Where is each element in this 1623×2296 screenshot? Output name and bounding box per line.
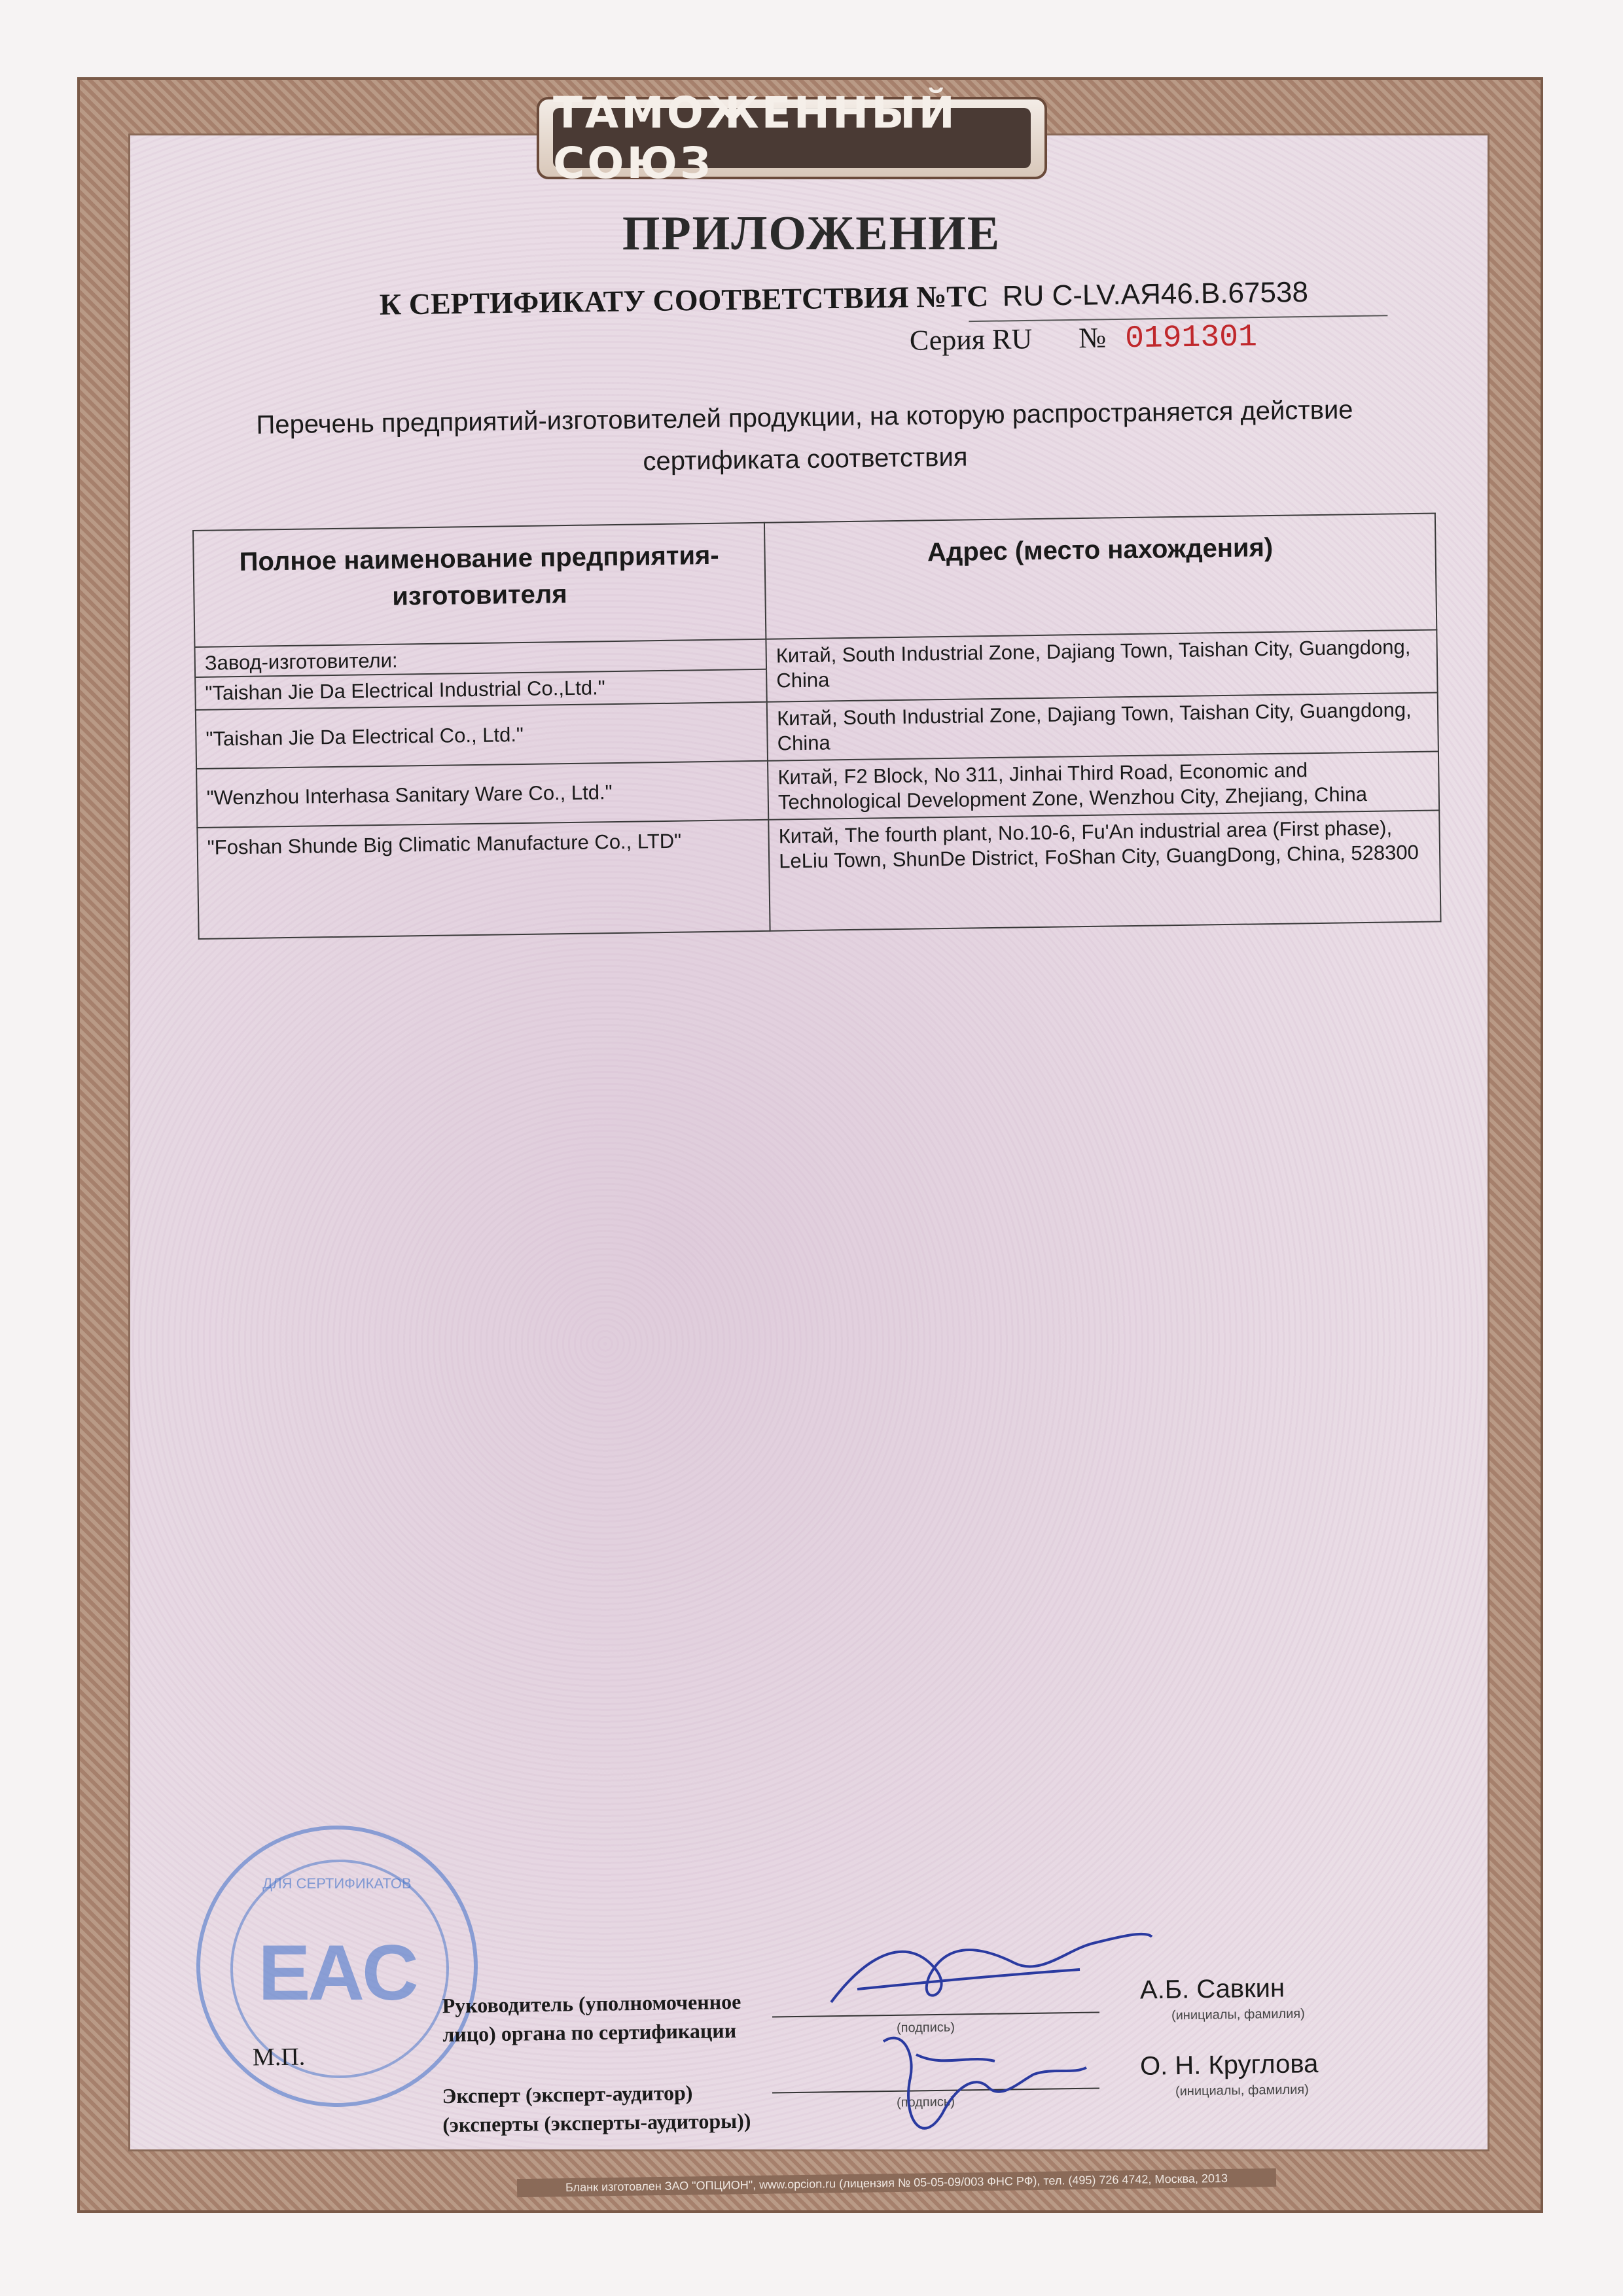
head-name: А.Б. Савкин <box>1139 1973 1285 2005</box>
col-header-name-line-2: изготовителя <box>392 580 567 611</box>
expert-role-line-1: Эксперт (эксперт-аудитор) <box>442 2080 693 2108</box>
certification-stamp <box>196 1826 478 2107</box>
intro-line-1: Перечень предприятий-изготовителей продукции, на которую распространяется действие <box>256 395 1353 440</box>
eac-mark: EAC <box>258 1929 416 2017</box>
serial-label: № <box>1078 321 1107 355</box>
banner-text: ТАМОЖЕННЫЙ СОЮЗ <box>553 108 1031 168</box>
page-title: ПРИЛОЖЕНИЕ <box>622 207 1001 260</box>
head-role <box>442 1987 741 2049</box>
table-row <box>197 810 1440 938</box>
col-header-name-line-1: Полное наименование предприятия- <box>239 540 719 577</box>
series-label: Серия <box>909 323 986 357</box>
cert-prefix: №ТС <box>916 279 989 314</box>
expert-role-line-2: (эксперты (эксперты-аудиторы)) <box>442 2108 751 2137</box>
cert-number: RU C-LV.АЯ46.В.67538 <box>1002 275 1309 313</box>
address-cell: Китай, South Industrial Zone, Dajiang Town, Taishan City, Guangdong, China <box>767 692 1438 760</box>
serial-number: 0191301 <box>1124 319 1258 357</box>
stamp-place-label: М.П. <box>252 2043 306 2072</box>
address-cell: Китай, The fourth plant, No.10-6, Fu'An industrial area (First phase), LeLiu Town, ShunDe District, FoShan City, GuangDong, China, 528300 <box>768 810 1440 930</box>
head-role-line-1: Руководитель (уполномоченное <box>442 1989 741 2018</box>
address-cell: Китай, South Industrial Zone, Dajiang Town, Taishan City, Guangdong, China <box>766 629 1437 701</box>
head-sign-caption: (подпись) <box>896 2020 955 2036</box>
series-line <box>910 317 1368 370</box>
table-header-row <box>193 513 1436 646</box>
manufacturer-name: "Foshan Shunde Big Climatic Manufacture Co., LTD" <box>197 820 770 939</box>
head-role-line-2: лицо) органа по сертификации <box>442 2018 737 2047</box>
address-cell: Китай, F2 Block, No 311, Jinhai Third Road, Economic and Technological Development Zone, Wenzhou City, Zhejiang, China <box>768 751 1439 819</box>
series-value: RU <box>991 323 1033 356</box>
col-header-address: Адрес (место нахождения) <box>764 513 1436 639</box>
stamp-ring-text: ДЛЯ СЕРТИФИКАТОВ <box>262 1875 412 1892</box>
manufacturers-table <box>192 512 1442 939</box>
expert-name: О. Н. Круглова <box>1139 2049 1319 2081</box>
expert-signature-image <box>864 2015 1099 2159</box>
cert-label: К СЕРТИФИКАТУ СООТВЕТСТВИЯ <box>379 280 909 321</box>
manufacturer-name: "Taishan Jie Da Electrical Co., Ltd." <box>196 702 768 769</box>
col-header-name <box>193 523 766 647</box>
form-fine-print: Бланк изготовлен ЗАО "ОПЦИОН", www.opcion.ru (лицензия № 05-05-09/003 ФНС РФ), тел. (495) 726 4742, Москва, 2013 <box>517 2168 1276 2197</box>
intro-text <box>209 388 1401 488</box>
manufacturer-name: "Taishan Jie Da Electrical Industrial Co.,Ltd." <box>195 669 767 710</box>
expert-name-caption: (инициалы, фамилия) <box>1175 2082 1309 2099</box>
expert-sign-caption: (подпись) <box>896 2094 955 2110</box>
customs-union-banner <box>537 88 1047 188</box>
expert-role <box>442 2077 751 2140</box>
manufacturer-name: "Wenzhou Interhasa Sanitary Ware Co., Ltd." <box>196 761 768 828</box>
intro-line-2: сертификата соответствия <box>643 442 968 476</box>
group-label: Завод-изготовители: <box>194 639 766 677</box>
head-name-caption: (инициалы, фамилия) <box>1171 2006 1305 2023</box>
